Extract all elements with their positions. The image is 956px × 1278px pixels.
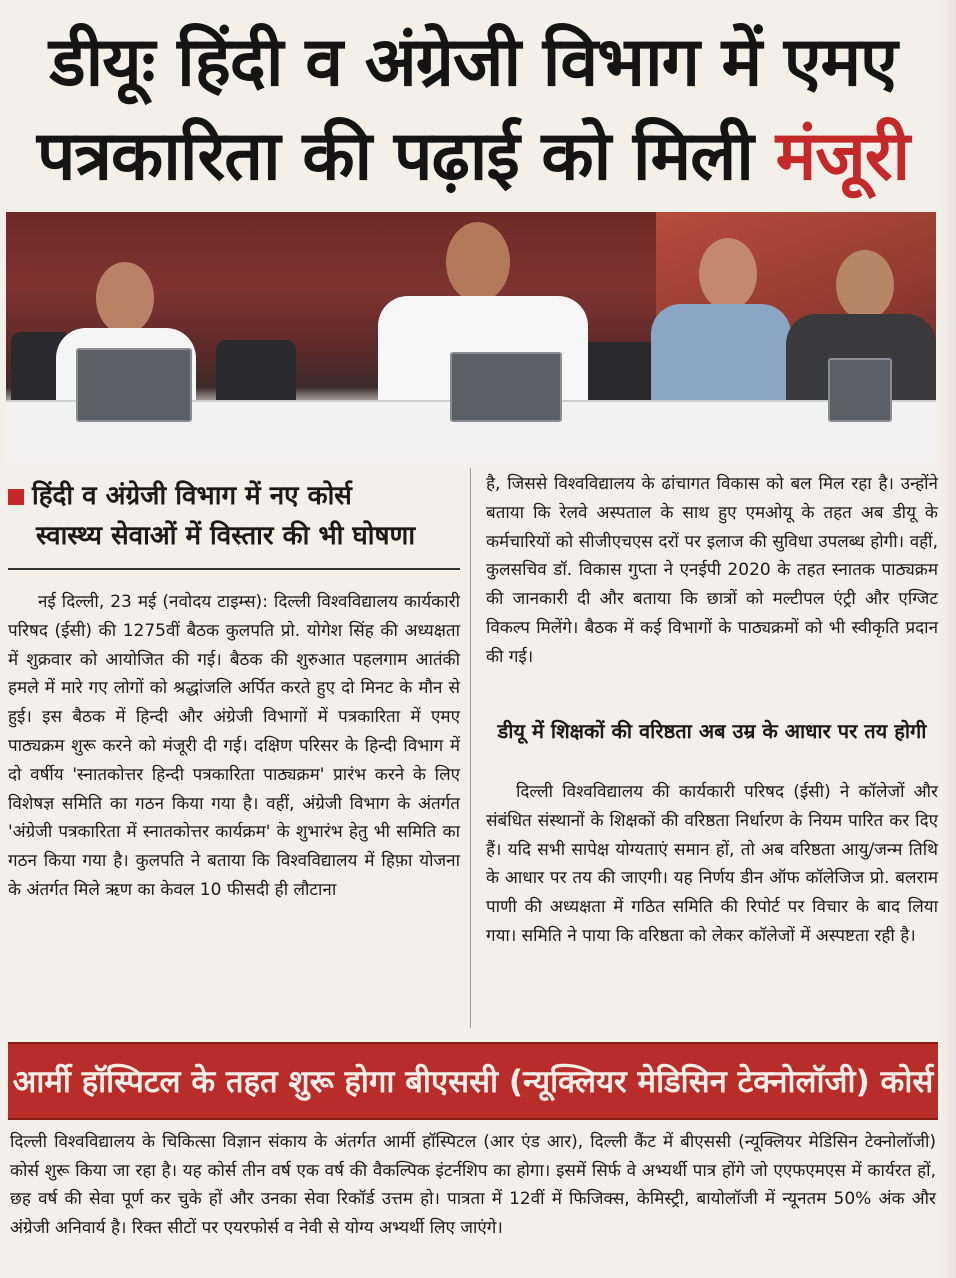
bullet-square-icon xyxy=(8,489,24,505)
page-edge xyxy=(940,0,956,1278)
banner-text: आर्मी हॉस्पिटल के तहत शुरू होगा बीएससी (न्यूक्लियर मेडिसिन टेक्नोलॉजी) कोर्स xyxy=(12,1064,934,1100)
article-subheading xyxy=(8,476,458,556)
headline-highlight-word: मंजूरी xyxy=(775,117,910,196)
article-right-column-bottom: दिल्ली विश्वविद्यालय की कार्यकारी परिषद (ईसी) ने कॉलेजों और संबंधित संस्थानों के शिक्षकों की वरिष्ठता निर्धारण के नियम पारित कर दिए हैं। यदि सभी सापेक्ष योग्यताएं समान हों, तो अब वरिष्ठता आयु/जन्म तिथि के आधार पर तय की जाएगी। यह निर्णय डीन ऑफ कॉलेजिज प्रो. बलराम पाणी की अध्यक्षता में गठित समिति की रिपोर्ट पर विचार के बाद लिया गया। समिति ने पाया कि वरिष्ठता को लेकर कॉलेजों में अस्पष्टता रही है। xyxy=(486,782,938,946)
subheading-rule xyxy=(8,568,460,570)
column-divider xyxy=(470,468,471,1028)
bottom-story: दिल्ली विश्वविद्यालय के चिकित्सा विज्ञान संकाय के अंतर्गत आर्मी हॉस्पिटल (आर एंड आर), दिल्ली कैंट में बीएससी (न्यूक्लियर मेडिसिन टेक्नोलॉजी) कोर्स शुरू किया जा रहा है। यह कोर्स तीन वर्ष एक वर्ष की वैकल्पिक इंटर्नशिप का होगा। इसमें सिर्फ वे अभ्यर्थी पात्र होंगे जो एएफएमएस में कार्यरत हों, छह वर्ष की सेवा पूर्ण कर चुके हों और उनका सेवा रिकॉर्ड उत्तम हो। पात्रता में 12वीं में फिजिक्स, केमिस्ट्री, बायोलॉजी में न्यूनतम 50% अंक और अंग्रेजी अनिवार्य है। रिक्त सीटों पर एयरफोर्स व नेवी से योग्य अभ्यर्थी लिए जाएंगे। xyxy=(10,1132,936,1238)
article-left-column: नई दिल्ली, 23 मई (नवोदय टाइम्स): दिल्ली विश्वविद्यालय कार्यकारी परिषद (ईसी) की 1275वीं बैठक कुलपति प्रो. योगेश सिंह की अध्यक्षता में शुक्रवार को आयोजित की गई। बैठक की शुरुआत पहलगाम आतंकी हमले में मारे गए लोगों को श्रद्धांजलि अर्पित करते हुए दो मिनट के मौन से हुई। इस बैठक में हिन्दी और अंग्रेजी विभागों में पत्रकारिता में एमए पाठ्यक्रम शुरू करने को मंजूरी दी गई। दक्षिण परिसर के हिन्दी विभाग में दो वर्षीय 'स्नातकोत्तर हिन्दी पत्रकारिता पाठ्यक्रम' प्रारंभ करने के लिए विशेषज्ञ समिति का गठन किया गया है। वहीं, अंग्रेजी विभाग के अंतर्गत 'अंग्रेजी पत्रकारिता में स्नातकोत्तर कार्यक्रम' के शुभारंभ हेतु भी समिति का गठन किया गया है। कुलपति ने बताया कि विश्वविद्यालय में हिफ़ा योजना के अंतर्गत मिले ऋण का केवल 10 फीसदी ही लौटाना xyxy=(8,592,460,900)
subheading-line-2: स्वास्थ्य सेवाओं में विस्तार की भी घोषणा xyxy=(36,521,416,551)
seniority-heading: डीयू में शिक्षकों की वरिष्ठता अब उम्र के आधार पर तय होगी xyxy=(497,719,927,743)
article-right-column-top: है, जिससे विश्वविद्यालय के ढांचागत विकास को बल मिल रहा है। उन्होंने बताया कि रेलवे अस्पताल के साथ हुए एमओयू के तहत अब डीयू के कर्मचारियों को सीजीएचएस दरों पर इलाज की सुविधा उपलब्ध होगी। वहीं, कुलसचिव डॉ. विकास गुप्ता ने एनईपी 2020 के तहत स्नातक पाठ्यक्रम की जानकारी दी और बताया कि छात्रों को मल्टीपल एंट्री और एग्जिट विकल्प मिलेंगे। बैठक में कई विभागों के पाठ्यक्रमों को भी स्वीकृति प्रदान की गई। xyxy=(486,474,938,667)
subheading-line-1: हिंदी व अंग्रेजी विभाग में नए कोर्स xyxy=(32,481,352,511)
meeting-photo xyxy=(6,212,936,462)
laptop xyxy=(450,352,562,422)
laptop xyxy=(828,358,892,422)
headline-line-2 xyxy=(8,112,938,202)
headline-line-2-main: पत्रकारिता की पढ़ाई को मिली xyxy=(36,117,776,196)
banner-heading xyxy=(8,1042,938,1120)
headline-line-1: डीयूः हिंदी व अंग्रेजी विभाग में एमए xyxy=(49,23,897,102)
laptop xyxy=(76,348,192,422)
